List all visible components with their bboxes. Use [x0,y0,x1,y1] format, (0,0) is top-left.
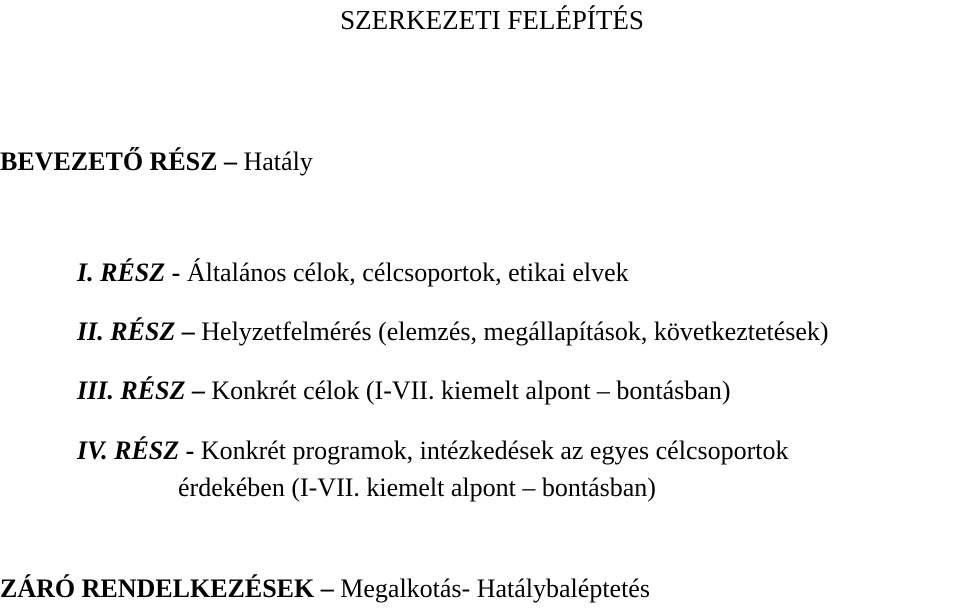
section-part-4-continuation: érdekében (I-VII. kiemelt alpont – bontásban) [178,473,656,502]
section-separator: – [185,376,212,405]
section-text: Általános célok, célcsoportok, etikai elvek [186,258,629,287]
section-text: Konkrét programok, intézkedések az egyes célcsoportok [200,436,789,465]
section-part-4 [77,436,788,466]
section-closing-provisions [0,574,650,604]
section-separator: - [179,436,201,465]
document-title: SZERKEZETI FELÉPÍTÉS [340,5,644,35]
section-heading: IV. RÉSZ [77,436,180,465]
section-part-1 [77,258,629,288]
section-text: Megalkotás- Hatálybaléptetés [340,574,650,603]
section-text: Helyzetfelmérés (elemzés, megállapítások, következtetések) [201,317,829,346]
section-heading: ZÁRÓ RENDELKEZÉSEK [0,574,315,603]
section-separator: – [217,147,244,176]
section-separator: – [175,317,202,346]
section-introduction [0,147,313,177]
section-heading: III. RÉSZ [77,376,186,405]
section-heading: II. RÉSZ [77,317,176,346]
section-separator: – [314,574,341,603]
section-separator: - [165,258,187,287]
section-heading: BEVEZETŐ RÉSZ [0,147,218,176]
section-text: Konkrét célok (I-VII. kiemelt alpont – bontásban) [211,376,731,405]
section-heading: I. RÉSZ [77,258,166,287]
section-part-3 [77,376,731,406]
section-text: Hatály [243,147,313,176]
section-part-2 [77,317,829,347]
